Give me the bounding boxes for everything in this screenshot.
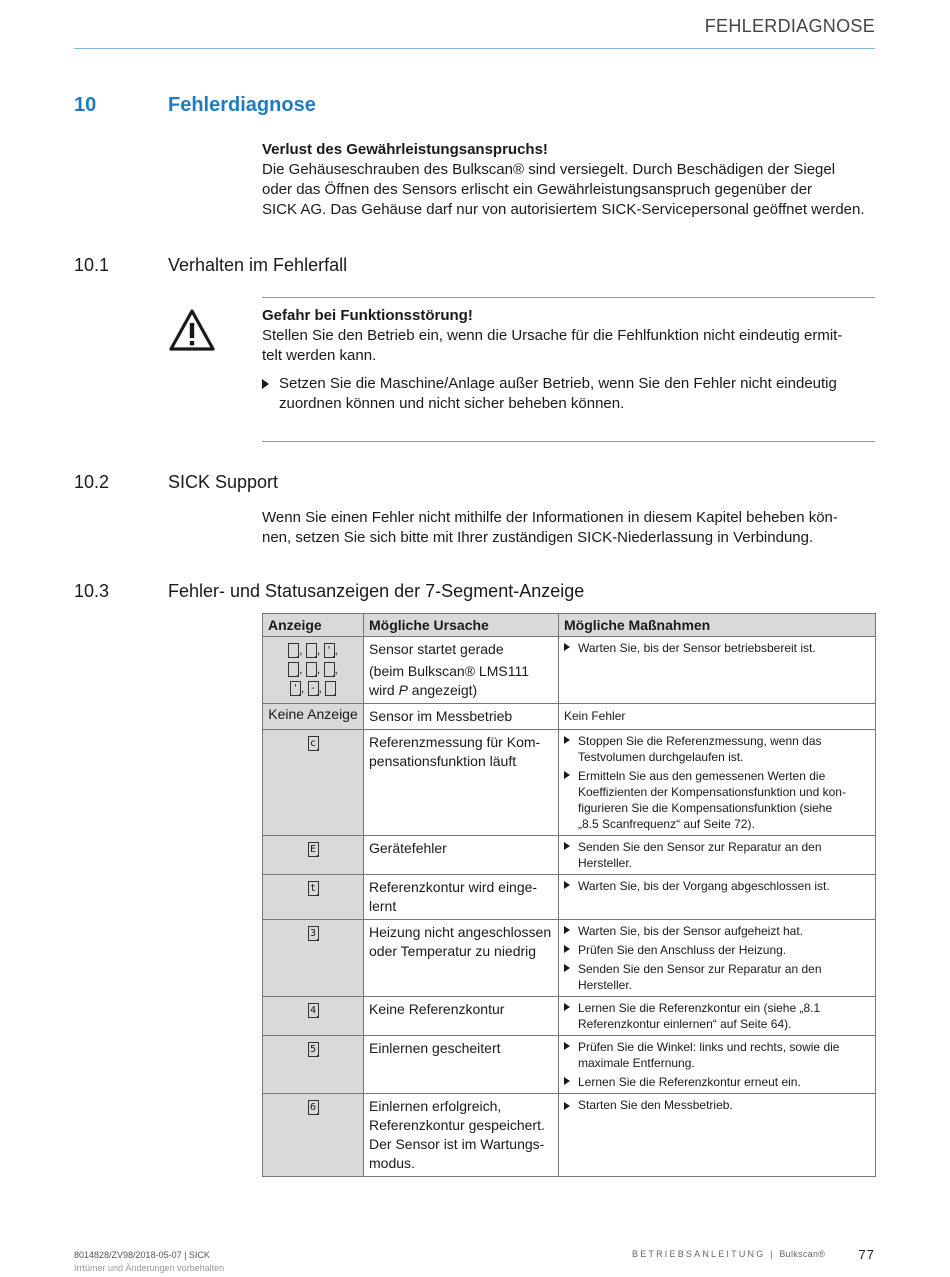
segment-dot-icon [334, 694, 336, 696]
action-cell [559, 1094, 876, 1177]
section-heading-10-1 [74, 255, 348, 276]
cause-line: Keine Referenzkontur [369, 1001, 505, 1017]
display-cell [263, 730, 364, 836]
table-row [263, 730, 876, 836]
hazard-line: telt werden kann. [262, 347, 377, 364]
cause-line: Sensor im Messbetrieb [369, 708, 513, 724]
column-header: Mögliche Ursache [364, 614, 559, 637]
action-item [564, 923, 870, 939]
cause-line: Gerätefehler [369, 840, 447, 856]
segment-dot-icon [315, 675, 317, 677]
segment-display-icon: ' [324, 643, 335, 658]
action-line: Ermitteln Sie aus den gemessenen Werten die [578, 769, 826, 783]
support-line: Wenn Sie einen Fehler nicht mithilfe der Informationen in diesem Kapitel beheben kön- [262, 509, 838, 526]
footer-product: Bulkscan® [779, 1249, 826, 1259]
bullet-triangle-icon [262, 379, 269, 389]
action-item [564, 1039, 870, 1071]
cause-line: lernt [369, 898, 397, 914]
cause-line: oder Temperatur zu niedrig [369, 943, 537, 959]
segment-dot-icon [317, 694, 319, 696]
display-cell: , , ' , , , , ' , - , [263, 637, 364, 704]
action-cell [559, 875, 876, 920]
display-cell [263, 920, 364, 997]
bullet-triangle-icon [564, 842, 570, 850]
action-line: Prüfen Sie die Winkel: links und rechts, sowie die [578, 1040, 840, 1054]
display-cell [263, 997, 364, 1036]
chapter-title: Fehlerdiagnose [168, 94, 316, 116]
action-line: maximale Entfernung. [578, 1056, 695, 1070]
cause-line-mixed [369, 681, 553, 700]
hazard-bullet [262, 374, 875, 414]
segment-display-icon: 6 [308, 1100, 319, 1115]
display-cell [263, 836, 364, 875]
action-item [564, 768, 870, 832]
table-row [263, 836, 876, 875]
action-item [564, 1074, 870, 1090]
cause-italic: P [398, 682, 408, 698]
table-header-row [263, 614, 876, 637]
action-line: Stoppen Sie die Referenzmessung, wenn das [578, 734, 822, 748]
segment-display-icon [288, 643, 299, 658]
section-title: Verhalten im Fehlerfall [168, 255, 348, 275]
display-cell: Keine Anzeige [263, 704, 364, 730]
column-header: Mögliche Maßnahmen [559, 614, 876, 637]
action-line: Hersteller. [578, 856, 633, 870]
action-line: „8.5 Scanfrequenz“ auf Seite 72). [578, 817, 755, 831]
segment-display-icon: 4 [308, 1003, 319, 1018]
cause-text: wird [369, 682, 399, 698]
cause-line: Der Sensor ist im Wartungs- [369, 1136, 545, 1152]
action-item [564, 1097, 870, 1113]
segment-display-icon: t [308, 881, 319, 896]
display-cell [263, 875, 364, 920]
action-item [564, 961, 870, 993]
table-row [263, 997, 876, 1036]
action-item [564, 733, 870, 765]
segment-dot-icon [317, 855, 319, 857]
action-line: Starten Sie den Messbetrieb. [578, 1098, 733, 1112]
page-number: 77 [858, 1247, 875, 1262]
segment-display-icon [325, 681, 336, 696]
segment-display-icon: E [308, 842, 319, 857]
hazard-line: Stellen Sie den Betrieb ein, wenn die Ursache für die Fehlfunktion nicht eindeutig ermit- [262, 327, 843, 344]
warning-triangle-icon [168, 308, 216, 352]
footer-doc-id: 8014828/ZV98/2018-05-07 | SICK [74, 1250, 210, 1260]
cause-cell [364, 997, 559, 1036]
action-cell [559, 997, 876, 1036]
table-row [263, 637, 876, 704]
segment-dot-icon [317, 749, 319, 751]
footer-manual-text: BETRIEBSANLEITUNG | [632, 1249, 775, 1259]
segment-dot-icon [317, 1016, 319, 1018]
bullet-triangle-icon [564, 1102, 570, 1110]
hazard-heading: Gefahr bei Funktionsstörung! [262, 307, 473, 324]
action-line: Hersteller. [578, 978, 633, 992]
segment-display-icon [306, 643, 317, 658]
chapter-number: 10 [74, 94, 97, 116]
action-line: Senden Sie den Sensor zur Reparatur an den [578, 840, 822, 854]
action-line: Warten Sie, bis der Vorgang abgeschlossen ist. [578, 879, 830, 893]
hazard-box [262, 297, 875, 442]
action-item [564, 640, 870, 656]
action-item [564, 839, 870, 871]
segment-display-icon: c [308, 736, 319, 751]
hazard-bullet-line: Setzen Sie die Maschine/Anlage außer Betrieb, wenn Sie den Fehler nicht eindeutig [279, 375, 837, 392]
action-cell: Kein Fehler [559, 704, 876, 730]
support-line: nen, setzen Sie sich bitte mit Ihrer zuständigen SICK-Niederlassung in Verbindung. [262, 529, 814, 546]
cause-line: pensationsfunktion läuft [369, 753, 517, 769]
segment-display-table [262, 613, 876, 1177]
action-item [564, 878, 870, 894]
display-cell [263, 1036, 364, 1094]
segment-dot-icon [297, 675, 299, 677]
notice-heading: Verlust des Gewährleistungsanspruchs! [262, 141, 548, 158]
cause-line: Referenzkontur wird einge- [369, 879, 538, 895]
action-line: Warten Sie, bis der Sensor aufgeheizt hat. [578, 924, 804, 938]
action-line: Referenzkontur einlernen“ auf Seite 64). [578, 1017, 792, 1031]
table-row [263, 875, 876, 920]
segment-display-icon: 3 [308, 926, 319, 941]
bullet-triangle-icon [564, 964, 570, 972]
cause-line: Referenzmessung für Kom- [369, 734, 541, 750]
section-number: 10.1 [74, 255, 110, 275]
cause-cell [364, 836, 559, 875]
bullet-triangle-icon [564, 1003, 570, 1011]
action-cell [559, 920, 876, 997]
cause-line: (beim Bulkscan® LMS111 [369, 663, 529, 679]
cause-line: Einlernen erfolgreich, [369, 1098, 502, 1114]
bullet-triangle-icon [564, 881, 570, 889]
segment-dot-icon [297, 656, 299, 658]
action-cell [559, 637, 876, 704]
cause-line: Heizung nicht angeschlossen [369, 924, 552, 940]
cause-cell [364, 875, 559, 920]
cause-cell [364, 704, 559, 730]
display-cell [263, 1094, 364, 1177]
bullet-triangle-icon [564, 736, 570, 744]
segment-display-icon [288, 662, 299, 677]
segment-dot-icon [317, 939, 319, 941]
cause-line: Sensor startet gerade [369, 641, 504, 657]
segment-dot-icon [333, 656, 335, 658]
header-rule [74, 48, 875, 49]
segment-dot-icon [333, 675, 335, 677]
cause-cell [364, 637, 559, 704]
warranty-notice [262, 140, 877, 220]
action-line: Lernen Sie die Referenzkontur erneut ein. [578, 1075, 801, 1089]
cause-line: Referenzkontur gespeichert. [369, 1117, 545, 1133]
action-line: Koeffizienten der Kompensationsfunktion und kon- [578, 785, 846, 799]
footer-disclaimer: Irrtümer und Änderungen vorbehalten [74, 1263, 225, 1273]
table-row [263, 1094, 876, 1177]
action-line: Warten Sie, bis der Sensor betriebsbereit ist. [578, 641, 816, 655]
running-header: FEHLERDIAGNOSE [704, 16, 875, 36]
action-cell [559, 836, 876, 875]
support-text [262, 508, 877, 548]
action-item [564, 942, 870, 958]
cause-line: modus. [369, 1155, 415, 1171]
bullet-triangle-icon [564, 1077, 570, 1085]
segment-display-icon [324, 662, 335, 677]
section-number: 10.3 [74, 581, 110, 601]
chapter-heading [74, 94, 316, 117]
action-line: Senden Sie den Sensor zur Reparatur an den [578, 962, 822, 976]
segment-dot-icon [317, 894, 319, 896]
bullet-triangle-icon [564, 926, 570, 934]
table-row [263, 704, 876, 730]
segment-dot-icon [317, 1055, 319, 1057]
section-heading-10-2 [74, 472, 279, 493]
notice-line: SICK AG. Das Gehäuse darf nur von autorisiertem SICK-Servicepersonal geöffnet werden. [262, 201, 865, 218]
table-row [263, 1036, 876, 1094]
footer-manual-label [632, 1249, 825, 1259]
action-line: Testvolumen durchgelaufen ist. [578, 750, 744, 764]
action-line: Prüfen Sie den Anschluss der Heizung. [578, 943, 787, 957]
segment-dot-icon [317, 1113, 319, 1115]
cause-line: Einlernen gescheitert [369, 1040, 501, 1056]
action-cell [559, 730, 876, 836]
section-number: 10.2 [74, 472, 110, 492]
bullet-triangle-icon [564, 771, 570, 779]
bullet-triangle-icon [564, 945, 570, 953]
notice-line: oder das Öffnen des Sensors erlischt ein Gewährleistungsanspruch gegenüber der [262, 181, 813, 198]
section-title: SICK Support [168, 472, 279, 492]
bullet-triangle-icon [564, 1042, 570, 1050]
action-item [564, 1000, 870, 1032]
section-heading-10-3 [74, 581, 585, 602]
bullet-triangle-icon [564, 643, 570, 651]
section-title: Fehler- und Statusanzeigen der 7-Segment-Anzeige [168, 581, 585, 601]
column-header: Anzeige [263, 614, 364, 637]
cause-text: angezeigt) [407, 682, 478, 698]
segment-dot-icon [299, 694, 301, 696]
segment-display-icon: 5 [308, 1042, 319, 1057]
table-row [263, 920, 876, 997]
footer-left [74, 1249, 224, 1275]
action-line: Lernen Sie die Referenzkontur ein (siehe „8.1 [578, 1001, 821, 1015]
segment-display-icon: - [308, 681, 319, 696]
cause-cell [364, 1094, 559, 1177]
segment-dot-icon [315, 656, 317, 658]
cause-cell [364, 730, 559, 836]
action-line: figurieren Sie die Kompensationsfunktion (siehe [578, 801, 833, 815]
notice-line: Die Gehäuseschrauben des Bulkscan® sind versiegelt. Durch Beschädigen der Siegel [262, 161, 836, 178]
cause-cell [364, 1036, 559, 1094]
segment-display-icon: ' [290, 681, 301, 696]
cause-cell [364, 920, 559, 997]
hazard-bullet-line: zuordnen können und nicht sicher beheben können. [279, 395, 625, 412]
action-cell [559, 1036, 876, 1094]
segment-display-icon [306, 662, 317, 677]
